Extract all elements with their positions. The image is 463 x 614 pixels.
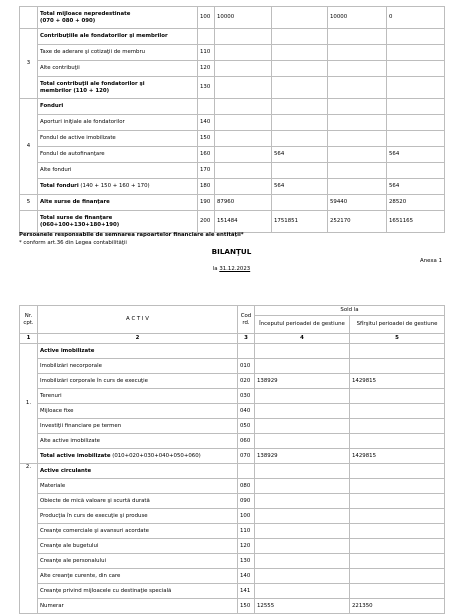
row-value-end: 1429815	[350, 374, 445, 389]
annex-label: Anexa 1	[420, 258, 442, 264]
table-row	[20, 569, 445, 584]
section-number: 1.	[20, 344, 38, 464]
row-label: Alte surse de finanţare	[38, 195, 198, 211]
row-label: Total contribuţii ale fondatorilor şi membrilor (110 + 120)	[38, 77, 198, 99]
table-row	[20, 494, 445, 509]
row-value-start: 12555	[255, 599, 350, 614]
section-number: 4	[20, 99, 38, 195]
row-value: 564	[272, 179, 328, 195]
funding-sources-table	[19, 6, 445, 233]
row-code: 040	[238, 404, 255, 419]
row-label: Investiţii financiare pe termen	[38, 419, 238, 434]
table-row	[20, 449, 445, 464]
row-label: Active imobilizate	[38, 344, 238, 359]
column-number-row	[20, 334, 445, 344]
table-row	[20, 539, 445, 554]
row-code: 100	[238, 509, 255, 524]
section-number: 5	[20, 195, 38, 211]
row-value	[272, 7, 328, 29]
row-label: Alte creanţe curente, din care	[38, 569, 238, 584]
row-code: 140	[198, 115, 215, 131]
row-label: Aporturi iniţiale ale fondatorilor	[38, 115, 198, 131]
table-row	[20, 179, 445, 195]
table-row	[20, 359, 445, 374]
table-row	[20, 163, 445, 179]
row-value	[328, 147, 387, 163]
row-code: 060	[238, 434, 255, 449]
row-code: 110	[198, 45, 215, 61]
row-code: 180	[198, 179, 215, 195]
row-value: 10000	[215, 7, 272, 29]
column-number: 3	[238, 334, 255, 344]
row-label: Active circulante	[38, 464, 238, 479]
row-code: 010	[238, 359, 255, 374]
row-value	[215, 147, 272, 163]
row-value	[215, 179, 272, 195]
table-row	[20, 61, 445, 77]
table-row	[20, 147, 445, 163]
table-row	[20, 99, 445, 115]
row-label: Fonduri	[38, 99, 198, 115]
row-value: 564	[387, 147, 445, 163]
header-nr: Nr. cpt.	[20, 306, 38, 334]
table-row	[20, 434, 445, 449]
row-label: Obiecte de mică valoare şi scurtă durată	[38, 494, 238, 509]
row-label: Alte contribuţii	[38, 61, 198, 77]
row-code: 120	[198, 61, 215, 77]
table-row	[20, 195, 445, 211]
row-label: Taxe de aderare şi cotizaţii de membru	[38, 45, 198, 61]
row-label: Fondul de active imobilizate	[38, 131, 198, 147]
row-value: 1651165	[387, 211, 445, 233]
row-label: Contribuţiile ale fondatorilor şi membrilor	[38, 29, 198, 45]
table-row	[20, 479, 445, 494]
header-activ: A C T I V	[38, 306, 238, 334]
row-value: 87960	[215, 195, 272, 211]
row-value-end: 221350	[350, 599, 445, 614]
row-code: 140	[238, 569, 255, 584]
header-period-end: Sfîrşitul perioadei de gestiune	[350, 316, 445, 334]
balance-sheet-assets-table	[19, 305, 445, 614]
row-label: Imobilizări corporale în curs de execuţie	[38, 374, 238, 389]
row-value-start: 138929	[255, 449, 350, 464]
page-title: BILANŢUL	[211, 247, 252, 256]
table-row	[20, 374, 445, 389]
table-row	[20, 344, 445, 359]
section-number: 2.	[20, 464, 38, 614]
table-row	[20, 115, 445, 131]
row-label: Alte fonduri	[38, 163, 198, 179]
row-label: Numerar	[38, 599, 238, 614]
row-label: Creanţe ale personalului	[38, 554, 238, 569]
table-row	[20, 464, 445, 479]
table-row	[20, 131, 445, 147]
table-row	[20, 584, 445, 599]
row-label: Total fonduri (140 + 150 + 160 + 170)	[38, 179, 198, 195]
row-label: Creanţe comerciale şi avansuri acordate	[38, 524, 238, 539]
table-row	[20, 599, 445, 614]
row-value: 28520	[387, 195, 445, 211]
row-code: 170	[198, 163, 215, 179]
table-row	[20, 29, 445, 45]
table-row	[20, 404, 445, 419]
row-label: Total mijloace nepredestinate (070 + 080 + 090)	[38, 7, 198, 29]
header-code: Cod rd.	[238, 306, 255, 334]
header-sold: Sold la	[255, 306, 445, 316]
row-label: Mijloace fixe	[38, 404, 238, 419]
table-row	[20, 524, 445, 539]
row-value: 564	[387, 179, 445, 195]
row-label: Creanţe ale bugetului	[38, 539, 238, 554]
row-value-end: 1429815	[350, 449, 445, 464]
row-code: 120	[238, 539, 255, 554]
row-label: Total active imobilizate (010+020+030+040+050+060)	[38, 449, 238, 464]
row-code: 020	[238, 374, 255, 389]
row-label: Fondul de autofinanţare	[38, 147, 198, 163]
row-code: 070	[238, 449, 255, 464]
row-code: 090	[238, 494, 255, 509]
table-row	[20, 554, 445, 569]
row-code: 130	[238, 554, 255, 569]
table-row	[20, 45, 445, 61]
table-row	[20, 7, 445, 29]
row-label: Terenuri	[38, 389, 238, 404]
row-value: 59440	[328, 195, 387, 211]
row-code: 190	[198, 195, 215, 211]
row-code: 050	[238, 419, 255, 434]
row-label: Producţia în curs de execuţie şi produse	[38, 509, 238, 524]
row-value	[272, 195, 328, 211]
section-number: 3	[20, 29, 38, 99]
row-code: 110	[238, 524, 255, 539]
column-number: 1	[20, 334, 38, 344]
row-value: 151484	[215, 211, 272, 233]
table-row	[20, 419, 445, 434]
row-code: 100	[198, 7, 215, 29]
header-row	[20, 306, 445, 316]
row-value: 0	[387, 7, 445, 29]
column-number: 2	[38, 334, 238, 344]
table-row	[20, 389, 445, 404]
row-value: 252170	[328, 211, 387, 233]
row-code: 130	[198, 77, 215, 99]
row-code: 150	[238, 599, 255, 614]
table-row	[20, 509, 445, 524]
responsible-persons-note: Persoanele responsabile de semnarea rapoartelor financiare ale entităţii*	[19, 232, 244, 238]
row-label: Total surse de finanţare (060+100+130+180+190)	[38, 211, 198, 233]
row-label: Imobilizări necorporale	[38, 359, 238, 374]
legal-footnote: * conform art.36 din Legea contabilităţii	[19, 240, 127, 246]
header-period-start: Începutul perioadei de gestiune	[255, 316, 350, 334]
column-number: 4	[255, 334, 350, 344]
table-row	[20, 77, 445, 99]
row-value: 1751851	[272, 211, 328, 233]
row-value: 564	[272, 147, 328, 163]
row-value	[328, 179, 387, 195]
row-code: 080	[238, 479, 255, 494]
row-code: 141	[238, 584, 255, 599]
row-code: 030	[238, 389, 255, 404]
row-code: 160	[198, 147, 215, 163]
table-row	[20, 211, 445, 233]
row-value-start: 138929	[255, 374, 350, 389]
row-code: 200	[198, 211, 215, 233]
report-date: la 31.12.2023	[212, 266, 251, 272]
row-label: Creanţe privind mijloacele cu destinaţie specială	[38, 584, 238, 599]
column-number: 5	[350, 334, 445, 344]
row-label: Materiale	[38, 479, 238, 494]
row-value: 10000	[328, 7, 387, 29]
row-code: 150	[198, 131, 215, 147]
row-label: Alte active imobilizate	[38, 434, 238, 449]
